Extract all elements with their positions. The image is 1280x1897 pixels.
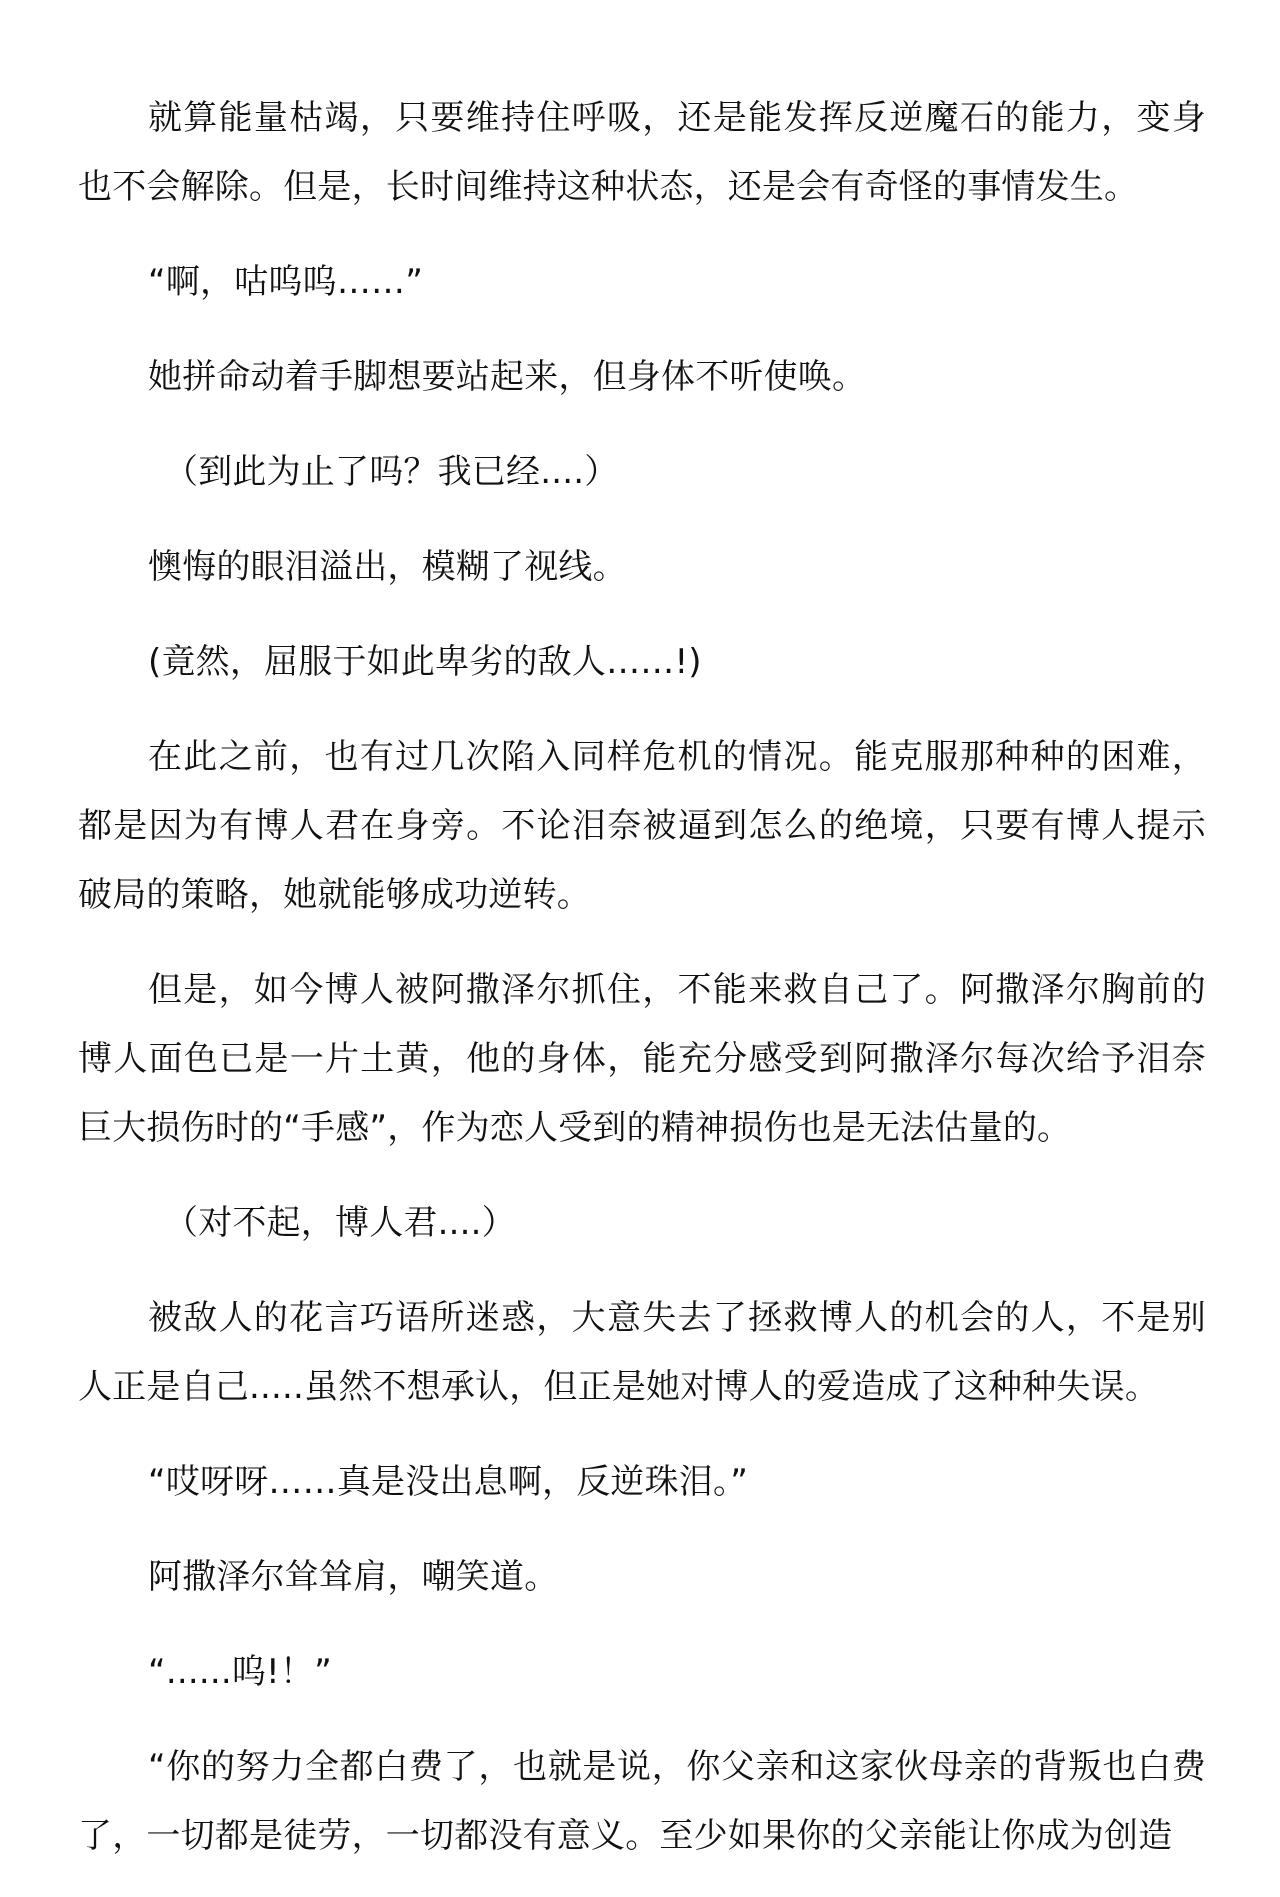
paragraph-3: 她拼命动着手脚想要站起来，但身体不听使唤。 — [148, 357, 867, 397]
paragraph-2: “啊，咕呜呜……” — [148, 262, 424, 302]
paragraph-12: 阿撒泽尔耸耸肩，嘲笑道。 — [148, 1557, 559, 1597]
paragraph-14: “你的努力全都白费了，也就是说，你父亲和这家伙母亲的背叛也白费了，一切都是徒劳，一切都没有意义。至少如果你的父亲能让你成为创造 — [78, 1747, 1206, 1856]
paragraph-6: (竟然，屈服于如此卑劣的敌人……!) — [148, 642, 702, 682]
paragraph-8: 但是，如今博人被阿撒泽尔抓住，不能来救自己了。阿撒泽尔胸前的博人面色已是一片土黄，他的身体，能充分感受到阿撒泽尔每次给予泪奈巨大损伤时的“手感”，作为恋人受到的精神损伤也是无法估量的。 — [78, 970, 1206, 1148]
document-body — [78, 84, 1206, 1897]
paragraph-9: （对不起，博人君....） — [164, 1203, 516, 1243]
paragraph-11: “哎呀呀……真是没出息啊，反逆珠泪。” — [148, 1462, 749, 1502]
paragraph-1: 就算能量枯竭，只要维持住呼吸，还是能发挥反逆魔石的能力，变身也不会解除。但是，长时间维持这种状态，还是会有奇怪的事情发生。 — [78, 98, 1206, 207]
paragraph-13: “......呜!！” — [148, 1652, 332, 1692]
paragraph-4: （到此为止了吗？我已经....） — [164, 452, 619, 492]
paragraph-7: 在此之前，也有过几次陷入同样危机的情况。能克服那种种的困难，都是因为有博人君在身旁。不论泪奈被逼到怎么的绝境，只要有博人提示破局的策略，她就能够成功逆转。 — [78, 737, 1206, 915]
paragraph-5: 懊悔的眼泪溢出，模糊了视线。 — [148, 547, 627, 587]
paragraph-10: 被敌人的花言巧语所迷惑，大意失去了拯救博人的机会的人，不是别人正是自己.....虽然不想承认，但正是她对博人的爱造成了这种种失误。 — [78, 1298, 1206, 1407]
